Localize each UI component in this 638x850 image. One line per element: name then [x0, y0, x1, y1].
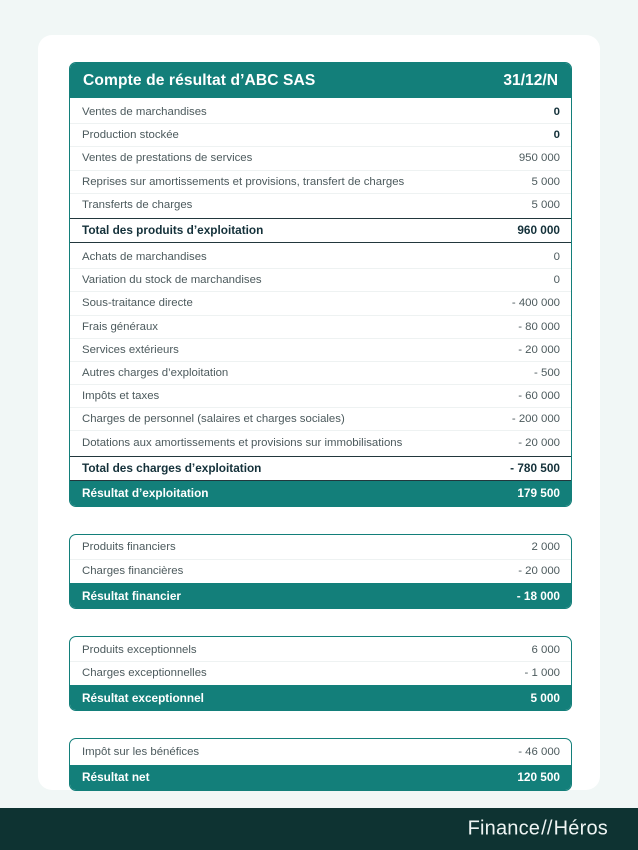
row-value: - 400 000 [511, 297, 560, 310]
row-label: Impôt sur les bénéfices [82, 745, 200, 758]
table-row [70, 268, 571, 291]
table-row [70, 170, 571, 193]
total-value: 960 000 [517, 223, 560, 238]
total-row-expenses [70, 456, 571, 481]
table-row [70, 559, 571, 582]
row-value: - 1 000 [524, 667, 560, 680]
result-value: 120 500 [517, 770, 560, 785]
row-label: Autres charges d’exploitation [82, 366, 229, 379]
page-title: Compte de résultat d’ABC SAS [83, 71, 316, 89]
total-row-revenues [70, 218, 571, 243]
row-label: Production stockée [82, 129, 179, 142]
result-row-net [70, 765, 571, 790]
table-row [70, 638, 571, 661]
statement-card [38, 35, 600, 790]
table-row [70, 291, 571, 314]
row-label: Produits exceptionnels [82, 643, 197, 656]
table-row [70, 740, 571, 763]
row-value: - 80 000 [518, 320, 560, 333]
row-label: Reprises sur amortissements et provisions, transfert de charges [82, 175, 405, 188]
row-value: 0 [553, 105, 560, 118]
table-row [70, 407, 571, 430]
logo-slash-icon: // [541, 817, 553, 840]
row-value: - 20 000 [518, 436, 560, 449]
row-label: Charges financières [82, 564, 184, 577]
result-row-exploitation [70, 481, 571, 506]
income-statement [69, 62, 572, 791]
period-label: 31/12/N [503, 71, 558, 89]
row-label: Ventes de marchandises [82, 105, 207, 118]
row-value: - 60 000 [518, 390, 560, 403]
result-value: 179 500 [517, 486, 560, 501]
table-row [70, 245, 571, 268]
table-row [70, 123, 571, 146]
table-row [70, 536, 571, 559]
row-value: 2 000 [531, 541, 560, 554]
result-label: Résultat exceptionnel [82, 690, 204, 705]
row-label: Impôts et taxes [82, 390, 160, 403]
row-value: - 500 [534, 366, 560, 379]
table-row [70, 361, 571, 384]
row-label: Charges exceptionnelles [82, 667, 207, 680]
row-label: Achats de marchandises [82, 250, 207, 263]
row-label: Frais généraux [82, 320, 158, 333]
table-row [70, 430, 571, 453]
revenue-rows [70, 98, 571, 218]
row-value: 5 000 [531, 198, 560, 211]
table-row [70, 315, 571, 338]
footer-bar [0, 808, 638, 850]
row-label: Services extérieurs [82, 343, 179, 356]
net-rows [70, 739, 571, 764]
row-label: Dotations aux amortissements et provisions sur immobilisations [82, 436, 403, 449]
total-value: - 780 500 [510, 461, 560, 476]
row-value: 0 [553, 250, 560, 263]
result-label: Résultat net [82, 770, 150, 785]
row-label: Ventes de prestations de services [82, 152, 253, 165]
result-value: 5 000 [530, 690, 560, 705]
exceptionnel-rows [70, 637, 571, 685]
block-net [69, 738, 572, 790]
row-value: 0 [553, 129, 560, 142]
row-value: 5 000 [531, 175, 560, 188]
result-value: - 18 000 [516, 588, 560, 603]
total-label: Total des charges d’exploitation [82, 461, 262, 476]
table-row [70, 384, 571, 407]
block-financier [69, 534, 572, 609]
block-exploitation [69, 62, 572, 507]
logo-text-secondary: Héros [553, 817, 608, 840]
row-label: Variation du stock de marchandises [82, 274, 262, 287]
row-value: - 20 000 [518, 343, 560, 356]
row-label: Transferts de charges [82, 198, 193, 211]
logo-text-primary: Finance [467, 817, 541, 840]
row-value: - 200 000 [511, 413, 560, 426]
row-label: Produits financiers [82, 541, 176, 554]
result-label: Résultat d’exploitation [82, 486, 209, 501]
brand-logo [468, 818, 608, 841]
block-exceptionnel [69, 636, 572, 711]
row-label: Sous-traitance directe [82, 297, 193, 310]
row-value: 0 [553, 274, 560, 287]
row-value: 6 000 [531, 643, 560, 656]
row-value: - 20 000 [518, 564, 560, 577]
result-row-exceptionnel [70, 685, 571, 710]
expense-rows [70, 243, 571, 456]
row-value: 950 000 [518, 152, 560, 165]
row-label: Charges de personnel (salaires et charges sociales) [82, 413, 345, 426]
table-row [70, 146, 571, 169]
table-row [70, 100, 571, 123]
result-row-financier [70, 583, 571, 608]
statement-header [70, 63, 571, 98]
total-label: Total des produits d’exploitation [82, 223, 264, 238]
table-row [70, 338, 571, 361]
row-value: - 46 000 [518, 745, 560, 758]
result-label: Résultat financier [82, 588, 181, 603]
table-row [70, 193, 571, 216]
table-row [70, 661, 571, 684]
financier-rows [70, 535, 571, 583]
